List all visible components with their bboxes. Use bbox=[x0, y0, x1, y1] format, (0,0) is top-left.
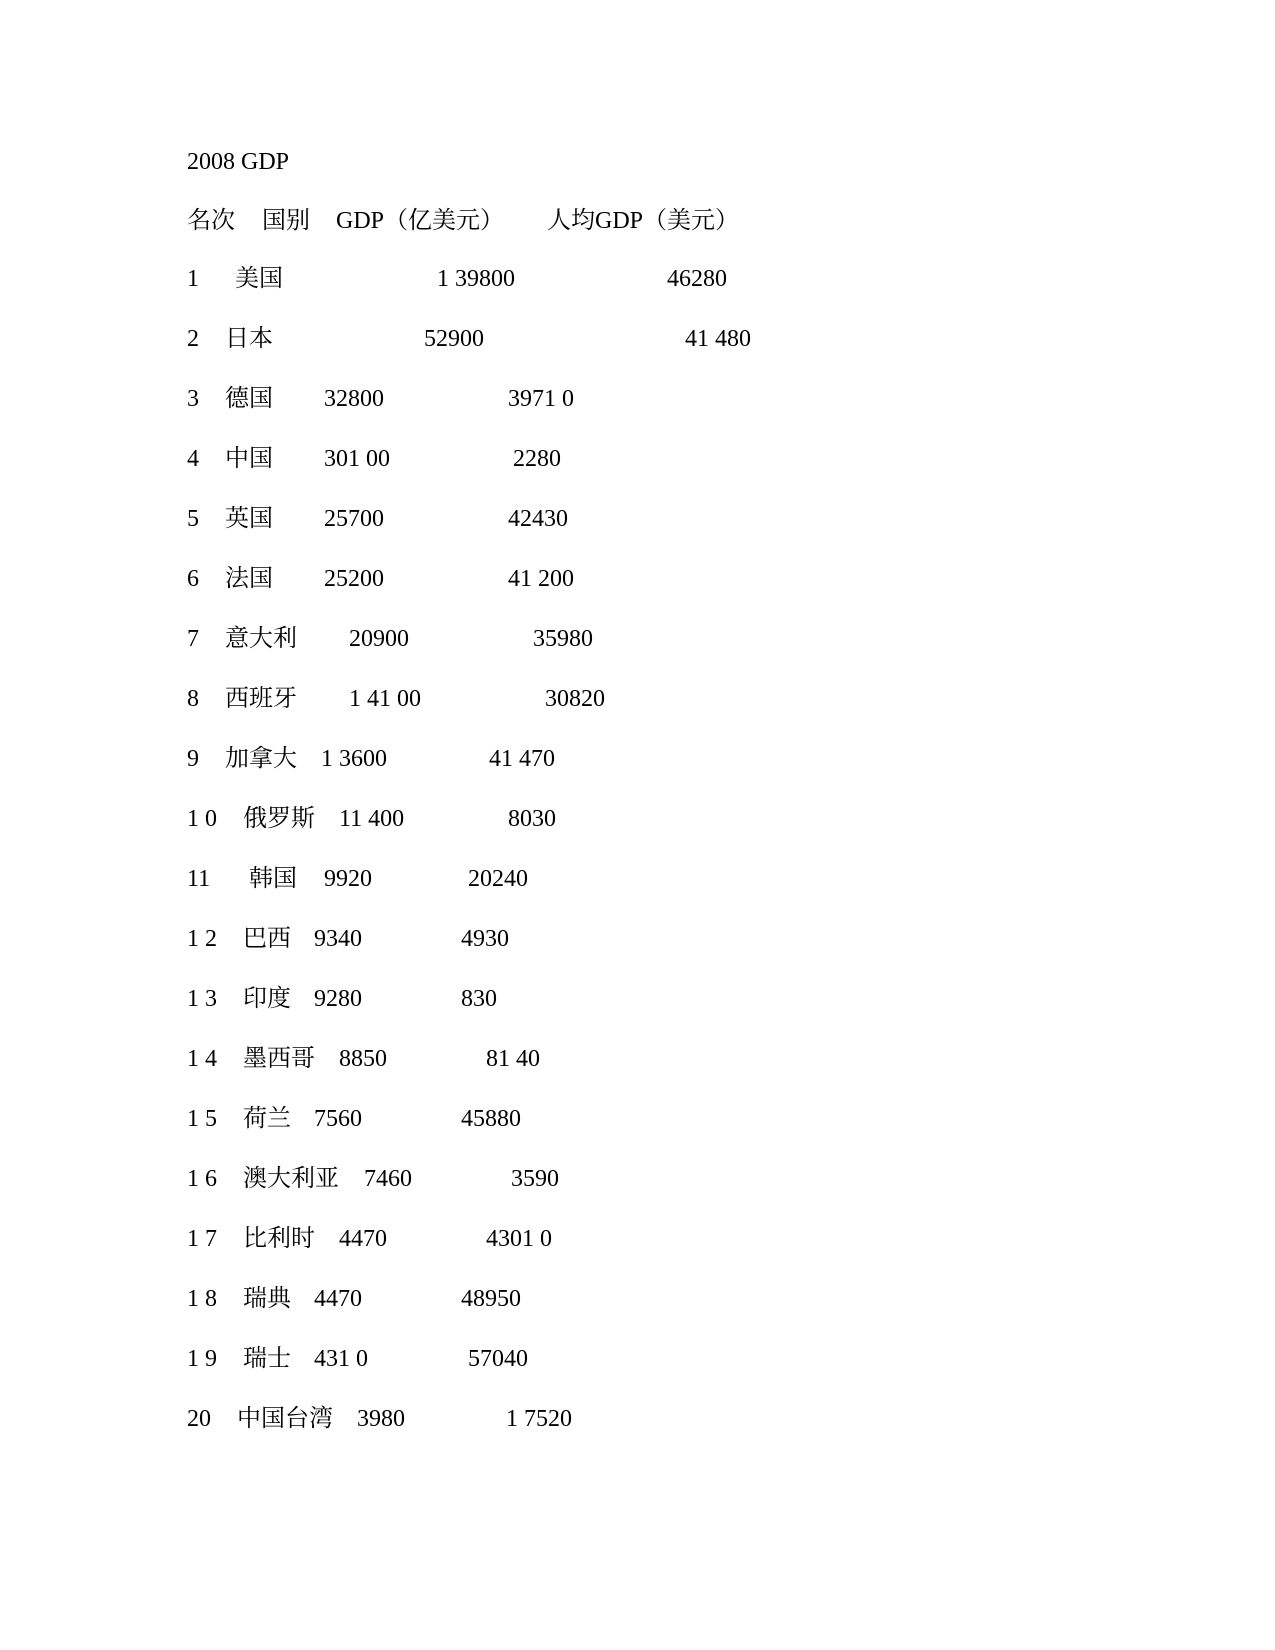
row-rank: 1 4 bbox=[187, 1046, 217, 1072]
table-row bbox=[187, 1404, 572, 1584]
row-rank: 3 bbox=[187, 386, 199, 412]
row-country: 韩国 bbox=[249, 866, 297, 892]
row-per-capita: 46280 bbox=[667, 266, 727, 292]
row-country: 西班牙 bbox=[225, 686, 297, 712]
row-rank: 8 bbox=[187, 686, 199, 712]
row-country: 巴西 bbox=[243, 926, 291, 952]
row-gdp: 1 39800 bbox=[437, 266, 515, 292]
row-gdp: 9340 bbox=[314, 926, 362, 952]
row-country: 印度 bbox=[243, 986, 291, 1012]
row-per-capita: 30820 bbox=[545, 686, 605, 712]
row-gdp: 7560 bbox=[314, 1106, 362, 1132]
row-gdp: 11 400 bbox=[339, 806, 405, 832]
row-country: 瑞士 bbox=[243, 1346, 291, 1372]
row-gdp: 4470 bbox=[314, 1286, 362, 1312]
row-rank: 1 7 bbox=[187, 1226, 217, 1252]
row-country: 法国 bbox=[225, 566, 273, 592]
row-country: 加拿大 bbox=[225, 746, 297, 772]
row-gdp: 8850 bbox=[339, 1046, 387, 1072]
row-country: 英国 bbox=[225, 506, 273, 532]
row-gdp: 25200 bbox=[324, 566, 384, 592]
row-per-capita: 42430 bbox=[508, 506, 568, 532]
row-country: 中国 bbox=[225, 446, 273, 472]
row-per-capita: 1 7520 bbox=[506, 1406, 572, 1432]
row-per-capita: 41 200 bbox=[508, 566, 574, 592]
row-gdp: 20900 bbox=[349, 626, 409, 652]
row-country: 日本 bbox=[225, 326, 273, 352]
row-per-capita: 57040 bbox=[468, 1346, 528, 1372]
row-gdp: 52900 bbox=[424, 326, 484, 352]
row-rank: 5 bbox=[187, 506, 199, 532]
row-per-capita: 4930 bbox=[461, 926, 509, 952]
row-country: 美国 bbox=[235, 266, 283, 292]
row-gdp: 25700 bbox=[324, 506, 384, 532]
row-gdp: 32800 bbox=[324, 386, 384, 412]
row-country: 中国台湾 bbox=[237, 1406, 333, 1432]
row-per-capita: 3590 bbox=[511, 1166, 559, 1192]
row-per-capita: 48950 bbox=[461, 1286, 521, 1312]
row-rank: 1 5 bbox=[187, 1106, 217, 1132]
row-per-capita: 2280 bbox=[513, 446, 561, 472]
row-gdp: 9920 bbox=[324, 866, 372, 892]
header-country: 国别 bbox=[262, 208, 310, 234]
row-country: 澳大利亚 bbox=[243, 1166, 339, 1192]
row-rank: 1 2 bbox=[187, 926, 217, 952]
row-gdp: 301 00 bbox=[324, 446, 390, 472]
row-rank: 1 6 bbox=[187, 1166, 217, 1192]
row-country: 墨西哥 bbox=[243, 1046, 315, 1072]
title-text: 2008 GDP bbox=[187, 149, 290, 175]
row-rank: 1 3 bbox=[187, 986, 217, 1012]
row-rank: 20 bbox=[187, 1406, 211, 1432]
row-per-capita: 20240 bbox=[468, 866, 528, 892]
row-rank: 6 bbox=[187, 566, 199, 592]
row-gdp: 9280 bbox=[314, 986, 362, 1012]
row-gdp: 1 41 00 bbox=[349, 686, 421, 712]
row-per-capita: 41 480 bbox=[685, 326, 751, 352]
row-country: 意大利 bbox=[225, 626, 297, 652]
row-per-capita: 81 40 bbox=[486, 1046, 540, 1072]
header-gdp: GDP（亿美元） bbox=[336, 208, 505, 234]
row-gdp: 1 3600 bbox=[321, 746, 387, 772]
row-per-capita: 8030 bbox=[508, 806, 556, 832]
header-rank: 名次 bbox=[187, 208, 235, 234]
row-per-capita: 3971 0 bbox=[508, 386, 574, 412]
row-rank: 2 bbox=[187, 326, 199, 352]
row-rank: 1 9 bbox=[187, 1346, 217, 1372]
row-country: 荷兰 bbox=[243, 1106, 291, 1132]
row-rank: 1 0 bbox=[187, 806, 217, 832]
row-gdp: 431 0 bbox=[314, 1346, 368, 1372]
row-country: 俄罗斯 bbox=[243, 806, 315, 832]
row-rank: 11 bbox=[187, 866, 211, 892]
row-per-capita: 41 470 bbox=[489, 746, 555, 772]
row-per-capita: 45880 bbox=[461, 1106, 521, 1132]
row-gdp: 4470 bbox=[339, 1226, 387, 1252]
row-country: 德国 bbox=[225, 386, 273, 412]
row-per-capita: 4301 0 bbox=[486, 1226, 552, 1252]
row-rank: 9 bbox=[187, 746, 199, 772]
header-per-capita: 人均GDP（美元） bbox=[547, 208, 740, 234]
row-gdp: 7460 bbox=[364, 1166, 412, 1192]
row-rank: 1 bbox=[187, 266, 199, 292]
row-rank: 7 bbox=[187, 626, 199, 652]
row-gdp: 3980 bbox=[357, 1406, 405, 1432]
row-rank: 1 8 bbox=[187, 1286, 217, 1312]
row-country: 比利时 bbox=[243, 1226, 315, 1252]
row-per-capita: 830 bbox=[461, 986, 497, 1012]
row-country: 瑞典 bbox=[243, 1286, 291, 1312]
row-rank: 4 bbox=[187, 446, 199, 472]
row-per-capita: 35980 bbox=[533, 626, 593, 652]
